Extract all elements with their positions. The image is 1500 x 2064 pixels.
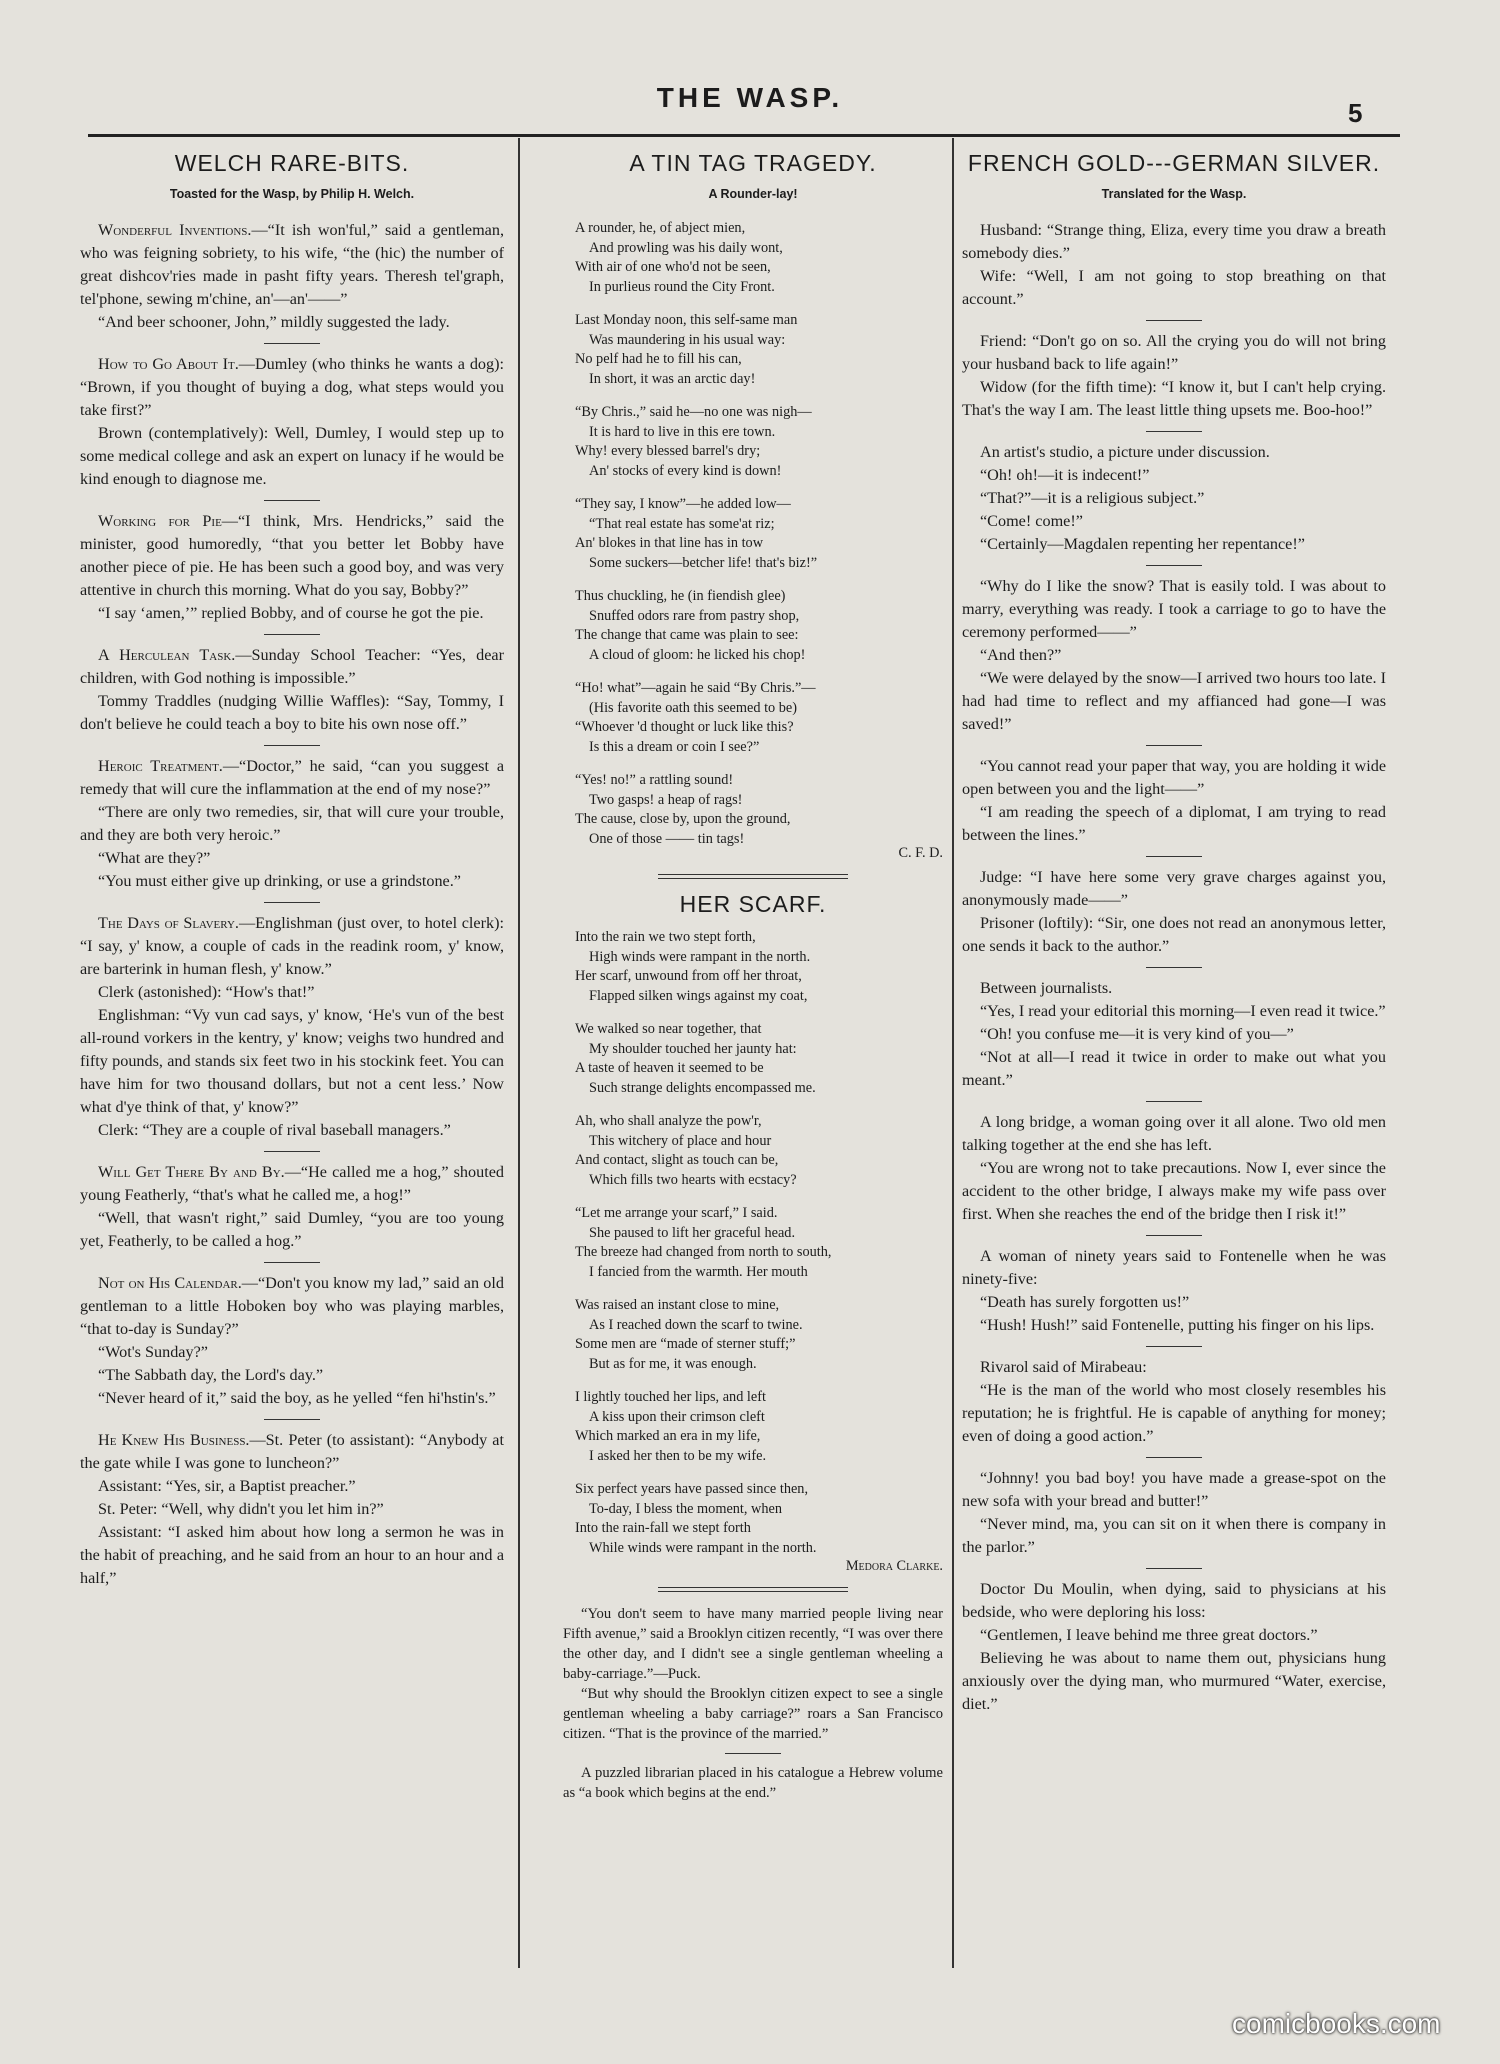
- poem-line: High winds were rampant in the north.: [589, 948, 811, 965]
- poem-line: We walked so near together, that: [575, 1021, 762, 1037]
- paragraph-text: Prisoner (loftily): “Sir, one does not read an anonymous letter, one sends it back to the author.”: [962, 914, 1386, 955]
- section-separator: [1146, 856, 1202, 857]
- poem-line: (His favorite oath this seemed to be): [589, 699, 798, 716]
- paragraph-text: Clerk (astonished): “How's that!”: [98, 983, 315, 1001]
- paragraph-heading: How to Go About It.: [98, 355, 239, 373]
- poem-line: An' stocks of every kind is down!: [589, 462, 782, 479]
- poem-line: Why! every blessed barrel's dry;: [575, 443, 761, 459]
- paragraph-text: “Certainly—Magdalen repenting her repentance!”: [980, 535, 1305, 553]
- paragraph-text: —“It ish won'ful,” said a gentleman, who was feigning sobriety, to his wife, “the (hic) the number of great dishcov'ries made in pasht fifty years. Theresh tel'graph, tel'phone, sewing m'chine, an'—an'——”: [80, 221, 504, 308]
- paragraph-heading: Will Get There By and By.: [98, 1163, 285, 1181]
- paragraph-text: “You cannot read your paper that way, you are holding it wide open between you and the light——”: [962, 757, 1386, 798]
- paragraph-text: Judge: “I have here some very grave charges against you, anonymously made——”: [962, 868, 1386, 909]
- poem-signature: Medora Clarke.: [845, 1558, 943, 1574]
- paragraph: [962, 1023, 1386, 1046]
- poem-line: I lightly touched her lips, and left: [575, 1389, 766, 1405]
- section-separator: [264, 343, 320, 344]
- poem-line: “Yes! no!” a rattling sound!: [575, 772, 734, 788]
- paragraph-text: Wife: “Well, I am not going to stop breathing on that account.”: [962, 267, 1386, 308]
- poem-line: Thus chuckling, he (in fiendish glee): [575, 588, 786, 604]
- paragraph-text: Assistant: “I asked him about how long a sermon he was in the habit of preaching, and he said from an hour to an hour and a half,”: [80, 1523, 504, 1587]
- paragraph-heading: The Days of Slavery.: [98, 914, 239, 932]
- poem-line: To-day, I bless the moment, when: [589, 1500, 783, 1517]
- paragraph-text: Widow (for the fifth time): “I know it, but I can't help crying. That's the way I am. The least little thing upsets me. Boo-hoo!”: [962, 378, 1386, 419]
- paragraph-text: Believing he was about to name them out, physicians hung anxiously over the dying man, who murmured “Water, exercise, diet.”: [962, 1649, 1386, 1713]
- paragraph: [80, 847, 504, 870]
- paragraph: [80, 1004, 504, 1119]
- paragraph-text: “I am reading the speech of a diplomat, I am trying to read between the lines.”: [962, 803, 1386, 844]
- section-separator: [264, 902, 320, 903]
- double-rule: [658, 1587, 848, 1592]
- stanza: [575, 1112, 943, 1190]
- paragraph-text: “What are they?”: [98, 849, 211, 867]
- masthead-rule: [88, 134, 1400, 137]
- poem-line: One of those —— tin tags!: [589, 830, 745, 847]
- paragraph-text: “Oh! you confuse me—it is very kind of you—”: [980, 1025, 1294, 1043]
- paragraph: [962, 1046, 1386, 1092]
- poem-line: “By Chris.,” said he—no one was nigh—: [575, 404, 812, 420]
- paragraph: [962, 575, 1386, 644]
- paragraph: [962, 1157, 1386, 1226]
- poem-line: Which fills two hearts with ecstacy?: [589, 1171, 797, 1188]
- paragraph-text: “And beer schooner, John,” mildly suggested the lady.: [98, 313, 450, 331]
- poem-line: Some men are “made of sterner stuff;”: [575, 1336, 796, 1352]
- section-separator: [725, 1753, 781, 1754]
- paragraph: [962, 1314, 1386, 1337]
- paragraph-text: An artist's studio, a picture under discussion.: [980, 443, 1270, 461]
- poem-body: [563, 928, 943, 1558]
- paragraph: [962, 1245, 1386, 1291]
- prose-body: [563, 1604, 943, 1803]
- paragraph: [80, 1119, 504, 1142]
- paragraph: [80, 1429, 504, 1475]
- paragraph: [962, 376, 1386, 422]
- paragraph: [80, 422, 504, 491]
- poem-signature: C. F. D.: [898, 845, 943, 861]
- paragraph-text: “Never mind, ma, you can sit on it when there is company in the parlor.”: [962, 1515, 1386, 1556]
- paragraph-text: “There are only two remedies, sir, that will cure your trouble, and they are both very heroic.”: [80, 803, 504, 844]
- poem-line: I asked her then to be my wife.: [589, 1447, 767, 1464]
- watermark: comicbooks.com: [1232, 2008, 1441, 2039]
- masthead-title: THE WASP.: [656, 82, 844, 113]
- section-separator: [1146, 320, 1202, 321]
- article-title: FRENCH GOLD---GERMAN SILVER.: [967, 150, 1381, 176]
- paragraph: [962, 330, 1386, 376]
- page-number: 5: [1348, 98, 1363, 128]
- paragraph-text: Doctor Du Moulin, when dying, said to physicians at his bedside, who were deploring his loss:: [962, 1580, 1386, 1621]
- poem-subtitle: A Rounder-lay!: [708, 187, 798, 201]
- poem-line: Which marked an era in my life,: [575, 1428, 761, 1444]
- article-subtitle: Translated for the Wasp.: [1101, 187, 1247, 201]
- paragraph: [962, 265, 1386, 311]
- section-separator: [1146, 745, 1202, 746]
- poem-line: As I reached down the scarf to twine.: [589, 1316, 803, 1333]
- poem-line: A rounder, he, of abject mien,: [575, 220, 746, 236]
- paragraph-heading: Working for Pie: [98, 512, 222, 530]
- paragraph: [80, 510, 504, 602]
- paragraph-text: A long bridge, a woman going over it all alone. Two old men talking together at the end she has left.: [962, 1113, 1386, 1154]
- paragraph-text: “He is the man of the world who most closely resembles his reputation; he is frightful. He is capable of anything for money; even of doing a good action.”: [962, 1381, 1386, 1445]
- paragraph-text: —“Doctor,” he said, “can you suggest a remedy that will cure the inflammation at the end of my nose?”: [80, 757, 504, 798]
- poem-line: I fancied from the warmth. Her mouth: [589, 1263, 808, 1280]
- poem-line: While winds were rampant in the north.: [589, 1539, 817, 1556]
- paragraph-text: “That?”—it is a religious subject.”: [980, 489, 1205, 507]
- paragraph: [962, 510, 1386, 533]
- paragraph: [962, 1356, 1386, 1379]
- column-divider: [518, 138, 520, 1968]
- stanza: [575, 403, 943, 481]
- paragraph: [962, 1379, 1386, 1448]
- stanza: [575, 928, 943, 1006]
- paragraph: [80, 602, 504, 625]
- poem-line: The change that came was plain to see:: [575, 627, 799, 643]
- poem-line: “Let me arrange your scarf,” I said.: [575, 1205, 778, 1221]
- paragraph: [962, 441, 1386, 464]
- poem-line: The breeze had changed from north to south,: [575, 1244, 832, 1260]
- article-body: [962, 219, 1386, 1716]
- paragraph: [80, 1387, 504, 1410]
- paragraph-text: “Come! come!”: [980, 512, 1083, 530]
- paragraph: [962, 1111, 1386, 1157]
- section-separator: [1146, 1568, 1202, 1569]
- poem-title: HER SCARF.: [679, 891, 827, 917]
- poem-line: Her scarf, unwound from off her throat,: [575, 968, 802, 984]
- paragraph-text: “Hush! Hush!” said Fontenelle, putting his finger on his lips.: [980, 1316, 1375, 1334]
- paragraph-heading: Wonderful Inventions.: [98, 221, 252, 239]
- paragraph-text: Englishman: “Vy vun cad says, y' know, ‘He's vun of the best all-round vorkers in the kentry, y' know; veighs two hundred and fifty pounds, and stands six feet two in his stockink feet. You can have him for two thousand dollars, but not a cent less.’ Now what d'ye think of that, y' know?”: [80, 1006, 504, 1116]
- poem-line: Last Monday noon, this self-same man: [575, 312, 798, 328]
- paragraph: [962, 912, 1386, 958]
- paragraph-text: —“Don't you know my lad,” said an old gentleman to a little Hoboken boy who was playing marbles, “that to-day is Sunday?”: [80, 1274, 504, 1338]
- paragraph-text: —“He called me a hog,” shouted young Featherly, “that's what he called me, a hog!”: [80, 1163, 504, 1204]
- paragraph: [80, 801, 504, 847]
- section-separator: [1146, 1457, 1202, 1458]
- paragraph-text: “Why do I like the snow? That is easily told. I was about to marry, everything was ready. I took a carriage to go to have the ceremony performed——”: [962, 577, 1386, 641]
- paragraph: [80, 1475, 504, 1498]
- paragraph: [80, 1341, 504, 1364]
- stanza: [575, 587, 943, 665]
- poem-line: Some suckers—betcher life! that's biz!”: [589, 554, 818, 571]
- paragraph: [80, 644, 504, 690]
- poem-line: An' blokes in that line has in tow: [575, 535, 764, 551]
- poem-line: Was raised an instant close to mine,: [575, 1297, 780, 1313]
- double-rule: [658, 874, 848, 879]
- paragraph: [80, 755, 504, 801]
- section-separator: [264, 745, 320, 746]
- paragraph: [962, 1624, 1386, 1647]
- poem-line: Ah, who shall analyze the pow'r,: [575, 1113, 762, 1129]
- paragraph-text: St. Peter: “Well, why didn't you let him in?”: [98, 1500, 384, 1518]
- column-french-gold: [962, 144, 1386, 1716]
- paragraph: [80, 311, 504, 334]
- paragraph-text: “Wot's Sunday?”: [98, 1343, 208, 1361]
- paragraph: [962, 533, 1386, 556]
- section-separator: [264, 500, 320, 501]
- paragraph-text: “The Sabbath day, the Lord's day.”: [98, 1366, 324, 1384]
- poem-line: It is hard to live in this ere town.: [589, 423, 776, 440]
- stanza: [575, 1388, 943, 1466]
- poem-line: The cause, close by, upon the ground,: [575, 811, 791, 827]
- paragraph: [962, 1000, 1386, 1023]
- poem-line: A taste of heaven it seemed to be: [575, 1060, 764, 1076]
- poem-line: In purlieus round the City Front.: [589, 278, 775, 295]
- paragraph-text: “You must either give up drinking, or use a grindstone.”: [98, 872, 461, 890]
- paragraph: [80, 690, 504, 736]
- poem-line: A kiss upon their crimson cleft: [589, 1408, 765, 1425]
- stanza: [575, 679, 943, 757]
- paragraph-text: Clerk: “They are a couple of rival baseball managers.”: [98, 1121, 451, 1139]
- paragraph-text: “Gentlemen, I leave behind me three great doctors.”: [980, 1626, 1318, 1644]
- poem-line: “That real estate has some'at riz;: [589, 515, 775, 532]
- poem-line: Is this a dream or coin I see?”: [589, 738, 760, 755]
- article-subtitle: Toasted for the Wasp, by Philip H. Welch.: [169, 187, 415, 201]
- paragraph: [962, 1467, 1386, 1513]
- paragraph-text: “We were delayed by the snow—I arrived two hours too late. I had had time to reflect and my affianced had gone—I was saved!”: [962, 669, 1386, 733]
- section-separator: [1146, 431, 1202, 432]
- poem-body: [563, 219, 943, 849]
- poem-line: And prowling was his daily wont,: [589, 239, 783, 256]
- column-divider: [952, 138, 954, 1968]
- article-body: [80, 219, 504, 1590]
- paragraph-text: Assistant: “Yes, sir, a Baptist preacher.”: [98, 1477, 356, 1495]
- paragraph: [962, 977, 1386, 1000]
- paragraph: [80, 870, 504, 893]
- paragraph-heading: Not on His Calendar.: [98, 1274, 242, 1292]
- paragraph-text: A woman of ninety years said to Fontenelle when he was ninety-five:: [962, 1247, 1386, 1288]
- poem-line: A cloud of gloom: he licked his chop!: [589, 646, 806, 663]
- paragraph: [80, 912, 504, 981]
- poem-line: No pelf had he to fill his can,: [575, 351, 742, 367]
- paragraph: [80, 219, 504, 311]
- poem-title: A TIN TAG TRAGEDY.: [629, 150, 877, 176]
- paragraph-text: —Englishman (just over, to hotel clerk): “I say, y' know, a couple of cads in the readink room, y' know, are barterink in human flesh, y' know.”: [80, 914, 504, 978]
- stanza: [575, 1020, 943, 1098]
- paragraph-text: “Johnny! you bad boy! you have made a grease-spot on the new sofa with your bread and butter!”: [962, 1469, 1386, 1510]
- paragraph: A puzzled librarian placed in his catalogue a Hebrew volume as “a book which begins at the end.”: [563, 1765, 943, 1801]
- paragraph-text: “Not at all—I read it twice in order to make out what you meant.”: [962, 1048, 1386, 1089]
- paragraph: “You don't seem to have many married people living near Fifth avenue,” said a Brooklyn citizen recently, “I was over there the other day, and I didn't see a single gentleman wheeling a baby-carriage.”—Puck.: [563, 1606, 943, 1682]
- paragraph-text: “And then?”: [980, 646, 1062, 664]
- stanza: [575, 1480, 943, 1558]
- paragraph: [80, 1521, 504, 1590]
- paragraph: [80, 1161, 504, 1207]
- poem-line: “Whoever 'd thought or luck like this?: [575, 719, 794, 735]
- paragraph: [80, 1498, 504, 1521]
- paragraph: [962, 219, 1386, 265]
- poem-line: Snuffed odors rare from pastry shop,: [589, 607, 800, 624]
- stanza: [575, 495, 943, 573]
- paragraph: [962, 1513, 1386, 1559]
- paragraph-text: Tommy Traddles (nudging Willie Waffles): “Say, Tommy, I don't believe he could teach a boy to bite his own nose off.”: [80, 692, 504, 733]
- stanza: [575, 771, 943, 849]
- poem-line: Two gasps! a heap of rags!: [589, 791, 743, 808]
- paragraph: [80, 1207, 504, 1253]
- paragraph-text: Brown (contemplatively): Well, Dumley, I would step up to some medical college and ask an expert on lunacy if he would be kind enough to diagnose me.: [80, 424, 504, 488]
- paragraph: [80, 1364, 504, 1387]
- poem-line: Flapped silken wings against my coat,: [589, 987, 808, 1004]
- paragraph-text: “Yes, I read your editorial this morning—I even read it twice.”: [980, 1002, 1386, 1020]
- poem-line: But as for me, it was enough.: [589, 1355, 757, 1372]
- section-separator: [264, 1262, 320, 1263]
- poem-line: In short, it was an arctic day!: [589, 370, 756, 387]
- poem-line: Into the rain-fall we stept forth: [575, 1520, 751, 1536]
- paragraph-text: —“I think, Mrs. Hendricks,” said the minister, good humoredly, “that you better let Bobby have another piece of pie. He has been such a good boy, and was very attentive in church this morning. What do you say, Bobby?”: [80, 512, 505, 599]
- stanza: [575, 219, 943, 297]
- paragraph-text: “Never heard of it,” said the boy, as he yelled “fen hi'hstin's.”: [98, 1389, 496, 1407]
- paragraph-text: —St. Peter (to assistant): “Anybody at the gate while I was gone to luncheon?”: [80, 1431, 504, 1472]
- paragraph-text: —Dumley (who thinks he wants a dog): “Brown, if you thought of buying a dog, what steps would you take first?”: [80, 355, 504, 419]
- paragraph-text: Rivarol said of Mirabeau:: [980, 1358, 1147, 1376]
- poem-line: “They say, I know”—he added low—: [575, 496, 791, 512]
- paragraph-text: —Sunday School Teacher: “Yes, dear children, with God nothing is impossible.”: [80, 646, 504, 687]
- paragraph-text: Friend: “Don't go on so. All the crying you do will not bring your husband back to life again!”: [962, 332, 1386, 373]
- paragraph: [962, 667, 1386, 736]
- stanza: [575, 1296, 943, 1374]
- section-separator: [1146, 1235, 1202, 1236]
- poem-line: Six perfect years have passed since then,: [575, 1481, 809, 1497]
- poem-line: Into the rain we two stept forth,: [575, 929, 756, 945]
- poem-line: My shoulder touched her jaunty hat:: [589, 1040, 797, 1057]
- poem-line: And contact, slight as touch can be,: [575, 1152, 779, 1168]
- paragraph: [80, 1272, 504, 1341]
- poem-line: She paused to lift her graceful head.: [589, 1224, 796, 1241]
- article-title: WELCH RARE-BITS.: [174, 150, 410, 176]
- paragraph: “But why should the Brooklyn citizen expect to see a single gentleman wheeling a baby carriage?” roars a San Francisco citizen. “That is the province of the married.”: [563, 1686, 943, 1742]
- section-separator: [1146, 967, 1202, 968]
- paragraph: [962, 487, 1386, 510]
- poem-line: Such strange delights encompassed me.: [589, 1079, 816, 1096]
- paragraph-heading: Heroic Treatment.: [98, 757, 223, 775]
- section-separator: [264, 1151, 320, 1152]
- paragraph-text: Between journalists.: [980, 979, 1113, 997]
- stanza: [575, 1204, 943, 1282]
- poem-line: Was maundering in his usual way:: [589, 331, 786, 348]
- paragraph: [962, 644, 1386, 667]
- poem-line: “Ho! what”—again he said “By Chris.”—: [575, 680, 816, 696]
- paragraph-text: “Well, that wasn't right,” said Dumley, “you are too young yet, Featherly, to be called a hog.”: [80, 1209, 504, 1250]
- column-welch-rare-bits: [80, 144, 504, 1590]
- section-separator: [264, 634, 320, 635]
- paragraph-text: “Oh! oh!—it is indecent!”: [980, 466, 1150, 484]
- section-separator: [1146, 565, 1202, 566]
- paragraph: [80, 353, 504, 422]
- paragraph: [962, 1291, 1386, 1314]
- paragraph-text: Husband: “Strange thing, Eliza, every time you draw a breath somebody dies.”: [962, 221, 1386, 262]
- section-separator: [1146, 1346, 1202, 1347]
- paragraph: [962, 755, 1386, 801]
- paragraph: [962, 1578, 1386, 1624]
- paragraph: [962, 1647, 1386, 1716]
- stanza: [575, 311, 943, 389]
- paragraph: [962, 866, 1386, 912]
- paragraph-heading: He Knew His Business.: [98, 1431, 250, 1449]
- column-poems: [563, 144, 943, 1803]
- paragraph: [962, 464, 1386, 487]
- paragraph-text: “I say ‘amen,’” replied Bobby, and of course he got the pie.: [98, 604, 484, 622]
- paragraph: [962, 801, 1386, 847]
- paragraph-heading: A Herculean Task.: [98, 646, 236, 664]
- paragraph-text: “Death has surely forgotten us!”: [980, 1293, 1190, 1311]
- paragraph-text: “You are wrong not to take precautions. Now I, ever since the accident to the other bridge, I always make my wife pass over first. When she reaches the end of the bridge then I risk it!”: [962, 1159, 1386, 1223]
- section-separator: [1146, 1101, 1202, 1102]
- paragraph: [80, 981, 504, 1004]
- poem-line: This witchery of place and hour: [589, 1132, 772, 1149]
- section-separator: [264, 1419, 320, 1420]
- poem-line: With air of one who'd not be seen,: [575, 259, 771, 275]
